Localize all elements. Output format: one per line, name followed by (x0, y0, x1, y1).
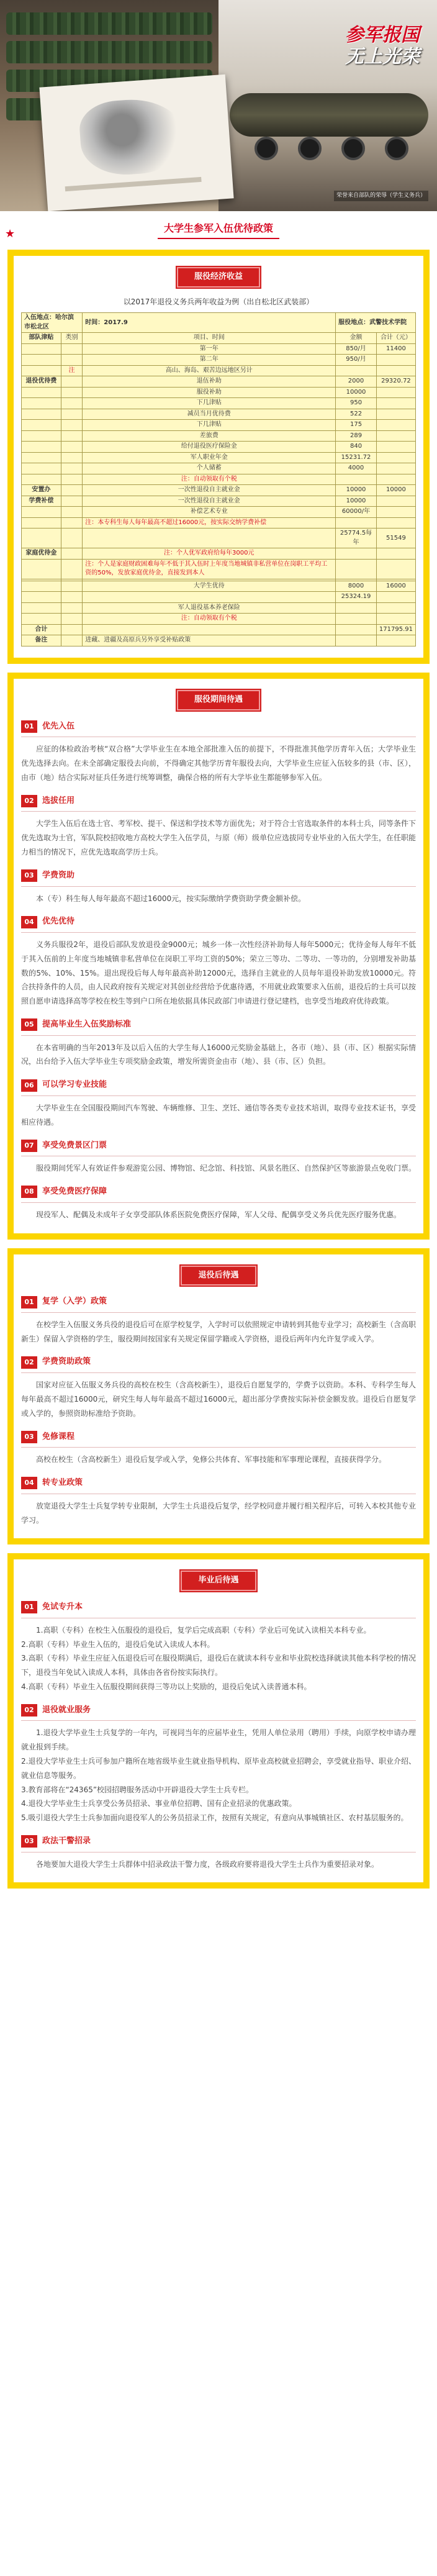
slogan-line1: 参军报国 (345, 24, 420, 46)
table-cell: 下几津贴 (83, 420, 336, 431)
item-text: 现役军人、配偶及未成年子女享受部队体系医院免费医疗保障，军人父母、配偶享受义务兵优先医疗服务优惠。 (36, 1210, 402, 1219)
section-service-period (7, 673, 430, 1240)
item-number-badge: 04 (21, 916, 37, 928)
policy-item (21, 1294, 416, 1346)
section-economic-benefit (7, 250, 430, 664)
table-row (22, 452, 416, 463)
table-cell (22, 365, 61, 376)
table-cell (22, 355, 61, 366)
table-cell: 29320.72 (376, 376, 415, 388)
table-cell: 注：自动领取有个税 (83, 614, 336, 625)
policy-item (21, 1600, 416, 1694)
table-cell (61, 398, 83, 409)
table-cell: 10000 (336, 387, 377, 398)
table-cell: 11400 (376, 343, 415, 355)
item-number-badge: 02 (21, 1356, 37, 1369)
item-number-badge: 02 (21, 795, 37, 807)
item-title: 转专业政策 (42, 1478, 83, 1488)
table-cell: 进藏、进疆及高原兵另外享受补贴政策 (83, 635, 336, 646)
table-cell (61, 474, 83, 485)
item-text: 义务兵服役2年，退役后部队发放退役金9000元；城乡一体一次性经济补助每人每年5000元；优待金每人每年不低于其入伍前的上年度当地城镇非私营单位在岗职工平均工资的50%；荣立三等功、二等功、一等功的，分别增发补助基数的5%、10%、15%。退出现役后每人每年最高补助12000元，选择自主就业的人员每年退役补助发放10000元。符合扶持条件的人员，由人民政府按有关规定对其创业经营给予优惠待遇，不用就业政策要求入伍前，退役后的士兵可以按照自愿申请选择高等学校在校生等到户口所在地依据具体民政部门申请进行登记建档，也享受当地政府优待政策。 (21, 940, 417, 1006)
section-after-retirement (7, 1248, 430, 1545)
table-row (22, 517, 416, 528)
table-cell (61, 528, 83, 548)
table-cell: 注：个人优军政府给每年3000元 (83, 548, 336, 560)
item-title: 优先入伍 (42, 721, 75, 731)
policy-item-title (21, 1430, 416, 1448)
table-row (22, 635, 416, 646)
table-cell: 备注 (22, 635, 61, 646)
table-row (22, 496, 416, 507)
policy-item-title (21, 719, 416, 738)
table-row (22, 507, 416, 518)
table-row (22, 602, 416, 614)
missile-truck-image (230, 75, 428, 168)
policy-item-title (21, 1600, 416, 1618)
page-title: 大学生参军入伍优待政策 (158, 220, 279, 239)
table-cell: 第一年 (83, 343, 336, 355)
table-header-cell: 入伍地点：哈尔滨市松北区 (22, 313, 83, 333)
table-cell (61, 420, 83, 431)
sketch-paper-image (39, 75, 233, 211)
table-cell (61, 581, 83, 592)
table-cell (22, 581, 61, 592)
table-cell (336, 635, 377, 646)
table-cell: 840 (336, 442, 377, 453)
table-cell (22, 614, 61, 625)
table-row (22, 376, 416, 388)
table-cell (376, 387, 415, 398)
policy-item (21, 1184, 416, 1222)
item-title: 优先优待 (42, 917, 75, 927)
item-text: 放宽退役大学生士兵复学转专业限制，大学生士兵退役后复学，经学校同意并履行相关程序后，可转入本校其他专业学习。 (21, 1501, 417, 1525)
item-title: 享受免费景区门票 (42, 1140, 107, 1150)
table-cell: 军人退役基本养老保险 (83, 602, 336, 614)
table-cell (22, 592, 61, 603)
table-cell (61, 517, 83, 528)
table-cell: 10000 (376, 485, 415, 496)
table-cell (61, 376, 83, 388)
policy-item (21, 868, 416, 905)
table-cell (376, 635, 415, 646)
policy-item (21, 794, 416, 859)
item-title: 学费资助政策 (42, 1357, 91, 1367)
table-row (22, 365, 416, 376)
table-cell (336, 548, 377, 560)
item-text: 1.高职（专科）在校生入伍服役的退役后，复学后完成高职（专科）学业后可免试入读相关本科专业。 2.高职（专科）毕业生入伍的，退役后免试入读成人本科。 3.高职（专科）毕业生应征入伍退役后可在服役期满后，退役后在就读本科专业和毕业院校选择就读其他本科学校的情况下，退役当年免试入读成人本科，具体由各省份按实际执行。 4.高职（专科）毕业生入伍服役期间获得三等功以上奖励的，退役后免试入读普通本科。 (21, 1625, 416, 1691)
table-cell (61, 343, 83, 355)
table-header-row (22, 313, 416, 333)
table-cell: 部队津贴 (22, 333, 61, 344)
item-number-badge: 01 (21, 720, 37, 733)
policy-item-title (21, 1184, 416, 1203)
hero-caption: 荣誉来自部队的荣辱（学生义务兵） (334, 191, 428, 201)
table-cell (336, 624, 377, 635)
table-cell (83, 592, 336, 603)
item-number-badge: 04 (21, 1477, 37, 1489)
table-cell (22, 387, 61, 398)
table-cell (61, 355, 83, 366)
policy-item (21, 1476, 416, 1527)
policy-item-title (21, 868, 416, 887)
table-cell (22, 452, 61, 463)
policy-item (21, 1430, 416, 1467)
table-cell: 家庭优待金 (22, 548, 61, 560)
table-cell: 学费补偿 (22, 496, 61, 507)
policy-item (21, 719, 416, 785)
table-cell: 25774.5每年 (336, 528, 377, 548)
table-cell (376, 559, 415, 579)
table-cell: 2000 (336, 376, 377, 388)
table-cell: 一次性退役自主就业金 (83, 485, 336, 496)
item-text: 服役期间凭军人有效证件参观游览公园、博物馆、纪念馆、科技馆、风景名胜区、自然保护区等旅游景点免收门票。 (36, 1164, 417, 1173)
item-number-badge: 08 (21, 1186, 37, 1198)
table-cell (61, 602, 83, 614)
table-cell: 522 (336, 409, 377, 420)
item-number-badge: 01 (21, 1296, 37, 1308)
table-cell: 171795.91 (376, 624, 415, 635)
table-row (22, 430, 416, 442)
slogan-line2: 无上光荣 (345, 45, 420, 68)
table-cell: 注：个人是家庭财政困难每年不低于其入伍时上年度当地城镇非私营单位在岗职工平均工资的50%，发放家庭优待金，直接发到本人 (83, 559, 336, 579)
item-text: 在本省明确的当年2013年及以后入伍的大学生每人16000元奖励金基础上，各市（地）、县（市、区）根据实际情况，出台给予入伍大学毕业生专项奖励金政策，增发所需资金由市（地）、县（市、区）负担。 (21, 1043, 416, 1066)
item-number-badge: 03 (21, 1835, 37, 1848)
table-cell (22, 398, 61, 409)
table-cell (83, 528, 336, 548)
item-title: 复学（入学）政策 (42, 1297, 107, 1307)
table-row (22, 333, 416, 344)
table-cell (376, 614, 415, 625)
table-row (22, 355, 416, 366)
table-cell (61, 496, 83, 507)
section-heading: 服役期间待遇 (177, 690, 260, 710)
table-row (22, 343, 416, 355)
table-cell (83, 624, 336, 635)
table-row (22, 420, 416, 431)
table-cell: 个人储蓄 (83, 463, 336, 474)
table-cell: 950/月 (336, 355, 377, 366)
item-text: 在校学生入伍服义务兵役的退役后可在原学校复学，入学时可以依照规定申请转到其他专业学习；高校新生（含高职新生）保留入学资格的学生，服役期间按国家有关规定保留学籍或入学资格，退役后两年内允许复学或入学。 (21, 1320, 417, 1343)
table-cell (376, 602, 415, 614)
table-cell: 一次性退役自主就业金 (83, 496, 336, 507)
table-row (22, 409, 416, 420)
policy-item (21, 1138, 416, 1176)
table-cell: 60000/年 (336, 507, 377, 518)
table-row (22, 624, 416, 635)
policy-item-title (21, 794, 416, 812)
star-icon: ★ (5, 227, 16, 240)
policy-item (21, 1354, 416, 1420)
table-cell: 安置办 (22, 485, 61, 496)
table-cell: 给付退役医疗保险金 (83, 442, 336, 453)
table-cell (376, 452, 415, 463)
item-title: 学费资助 (42, 870, 75, 880)
table-cell: 类别 (61, 333, 83, 344)
table-cell: 合计（元） (376, 333, 415, 344)
item-title: 享受免费医疗保障 (42, 1187, 107, 1197)
table-cell (61, 592, 83, 603)
table-cell (61, 452, 83, 463)
item-title: 选拔任用 (42, 796, 75, 805)
table-cell (61, 430, 83, 442)
policy-item-title (21, 1834, 416, 1853)
table-header-cell: 服役地点：武警技术学院 (336, 313, 416, 333)
item-title: 免试专升本 (42, 1602, 83, 1612)
item-text: 应征的体检政治考核“双合格”大学毕业生在本地全部批准入伍的前提下，不得批准其他学历青年入伍；大学毕业生优先选择去向。在未全部确定服役去向前，不得确定其他学历青年服役去向，大学毕业生应征入伍较多的县（市、区），由市（地）结合实际对征兵任务进行统筹调整，确保合格的所有大学毕业生都能够参军入伍。 (21, 745, 416, 782)
table-row (22, 485, 416, 496)
policy-item-title (21, 1354, 416, 1373)
table-cell: 下几津贴 (83, 398, 336, 409)
table-cell (376, 365, 415, 376)
policy-item (21, 914, 416, 1009)
table-cell (22, 420, 61, 431)
table-cell (376, 463, 415, 474)
table-cell (22, 430, 61, 442)
table-cell (376, 355, 415, 366)
policy-item (21, 1077, 416, 1129)
table-cell: 175 (336, 420, 377, 431)
policy-item-title (21, 1703, 416, 1721)
table-cell (22, 517, 61, 528)
table-row (22, 548, 416, 560)
item-number-badge: 03 (21, 869, 37, 882)
table-cell: 金额 (336, 333, 377, 344)
item-text: 1.退役大学毕业生士兵复学的一年内，可视同当年的应届毕业生，凭用人单位录用（聘用）手续，向原学校申请办理就业报到手续。 2.退役大学毕业生士兵可参加户籍所在地省级毕业生就业指导机构、原毕业高校就业招聘会，享受就业指导、职业介绍、就业信息等服务。 3.教育部将在“24365”校园招聘服务活动中开辟退役大学生士兵专栏。 4.退役大学毕业生士兵享受公务员招录、事业单位招聘、国有企业招录的优惠政策。 5.吸引退役大学生士兵参加面向退役军人的公务员招录工作，按照有关规定，有意向从事城镇社区、农村基层服务的。 (21, 1728, 416, 1823)
item-title: 退役就业服务 (42, 1705, 91, 1715)
table-cell: 退伍补助 (83, 376, 336, 388)
table-cell (22, 463, 61, 474)
table-cell (61, 387, 83, 398)
policy-item (21, 1703, 416, 1825)
table-cell (22, 528, 61, 548)
table-cell: 补偿艺术专业 (83, 507, 336, 518)
table-cell (376, 507, 415, 518)
policy-item-title (21, 1017, 416, 1036)
table-cell: 10000 (336, 485, 377, 496)
item-text: 各地要加大退役大学生士兵群体中招录政法干警力度，各级政府要将退役大学生士兵作为重要招录对象。 (36, 1859, 379, 1869)
income-table (21, 312, 416, 646)
table-cell (61, 485, 83, 496)
table-cell: 军人职业年金 (83, 452, 336, 463)
table-row (22, 398, 416, 409)
table-cell (336, 559, 377, 579)
item-number-badge: 03 (21, 1431, 37, 1443)
section-after-graduation (7, 1553, 430, 1889)
table-cell (22, 507, 61, 518)
table-cell (61, 409, 83, 420)
table-note: 以2017年退役义务兵两年收益为例（出自松北区武装部） (123, 297, 314, 306)
item-text: 大学生入伍后在选士官、考军校、提干、保送和学技术等方面优先；对于符合士官选取条件的本科士兵，同等条件下优先选取为士官，军队院校招收地方高校大学生入伍学员，与原（师）级单位应选拔同专业毕业的入伍大学生，在任职能力相当的情况下，应优先选取高学历士兵。 (21, 819, 417, 857)
table-cell: 项目、时间 (83, 333, 336, 344)
table-cell (376, 592, 415, 603)
table-cell: 减员当月优待费 (83, 409, 336, 420)
table-cell: 注：自动领取有个税 (83, 474, 336, 485)
table-row (22, 474, 416, 485)
table-cell (336, 365, 377, 376)
table-cell (22, 442, 61, 453)
table-header-cell: 时间：2017.9 (83, 313, 336, 333)
table-cell (61, 548, 83, 560)
table-cell (376, 409, 415, 420)
table-cell (336, 602, 377, 614)
policy-item-title (21, 1476, 416, 1494)
table-cell (22, 409, 61, 420)
item-title: 免修课程 (42, 1431, 75, 1441)
table-cell: 289 (336, 430, 377, 442)
item-text: 高校在校生（含高校新生）退役后复学或入学，免修公共体育、军事技能和军事理论课程，直接获得学分。 (36, 1455, 387, 1464)
item-number-badge: 02 (21, 1704, 37, 1717)
table-cell (336, 474, 377, 485)
table-cell (22, 474, 61, 485)
table-cell: 第二年 (83, 355, 336, 366)
table-cell (61, 559, 83, 579)
table-cell (61, 507, 83, 518)
table-cell (61, 442, 83, 453)
table-cell (22, 602, 61, 614)
table-cell (376, 430, 415, 442)
hero-banner (0, 0, 437, 211)
table-cell: 15231.72 (336, 452, 377, 463)
table-cell: 850/月 (336, 343, 377, 355)
table-cell (22, 559, 61, 579)
table-cell (376, 517, 415, 528)
table-cell (376, 442, 415, 453)
table-cell: 950 (336, 398, 377, 409)
table-cell (336, 517, 377, 528)
table-cell: 4000 (336, 463, 377, 474)
item-title: 政法干警招录 (42, 1836, 91, 1846)
table-row (22, 614, 416, 625)
table-cell: 合计 (22, 624, 61, 635)
table-cell: 8000 (336, 581, 377, 592)
table-cell: 注 (61, 365, 83, 376)
table-cell: 服役补助 (83, 387, 336, 398)
table-row (22, 442, 416, 453)
table-cell (61, 635, 83, 646)
section-heading: 退役后待遇 (181, 1266, 256, 1286)
table-cell (376, 398, 415, 409)
policy-item-title (21, 1294, 416, 1313)
item-text: 国家对应征入伍服义务兵役的高校在校生（含高校新生），退役后自愿复学的，学费予以资助。本科、专科学生每人每年最高不超过16000元，研究生每人每年最高不超过16000元，超出部分学费按实际补偿金额发放。退役后自愿复学或入学的，参照资助标准给予资助。 (21, 1381, 416, 1418)
item-text: 大学毕业生在全国服役期间汽车驾驶、车辆维修、卫生、烹饪、通信等各类专业技术培训，取得专业技术证书，享受相应待遇。 (21, 1103, 417, 1127)
table-cell: 注：本专科生每人每年最高不超过16000元，按实际交纳学费补偿 (83, 517, 336, 528)
table-cell (376, 420, 415, 431)
item-number-badge: 01 (21, 1601, 37, 1613)
table-cell: 51549 (376, 528, 415, 548)
item-text: 本（专）科生每人每年最高不超过16000元，按实际缴纳学费资助学费金额补偿。 (36, 894, 306, 903)
table-cell: 25324.19 (336, 592, 377, 603)
hero-slogan (345, 25, 420, 68)
table-cell (376, 496, 415, 507)
policy-item-title (21, 1138, 416, 1157)
policy-item (21, 1017, 416, 1069)
table-cell (376, 548, 415, 560)
policy-item-title (21, 1077, 416, 1096)
table-row (22, 528, 416, 548)
item-title: 提高毕业生入伍奖励标准 (42, 1019, 132, 1029)
item-number-badge: 07 (21, 1140, 37, 1152)
item-number-badge: 05 (21, 1018, 37, 1031)
table-row (22, 559, 416, 579)
table-row (22, 463, 416, 474)
section-heading: 毕业后待遇 (181, 1571, 256, 1591)
table-row (22, 592, 416, 603)
table-cell (61, 614, 83, 625)
policy-item-title (21, 914, 416, 933)
table-cell: 16000 (376, 581, 415, 592)
table-cell (61, 624, 83, 635)
item-number-badge: 06 (21, 1079, 37, 1092)
section-heading: 服役经济收益 (177, 267, 260, 288)
table-cell (376, 474, 415, 485)
table-cell: 差旅费 (83, 430, 336, 442)
table-cell: 10000 (336, 496, 377, 507)
table-cell (61, 463, 83, 474)
table-cell (336, 614, 377, 625)
item-title: 可以学习专业技能 (42, 1080, 107, 1090)
table-row (22, 387, 416, 398)
table-cell: 退役优待费 (22, 376, 61, 388)
table-cell: 大学生优待 (83, 581, 336, 592)
policy-item (21, 1834, 416, 1871)
table-row (22, 581, 416, 592)
page-title-bar (0, 211, 437, 250)
table-cell (22, 343, 61, 355)
table-cell: 高山、海岛、艰苦边远地区另计 (83, 365, 336, 376)
